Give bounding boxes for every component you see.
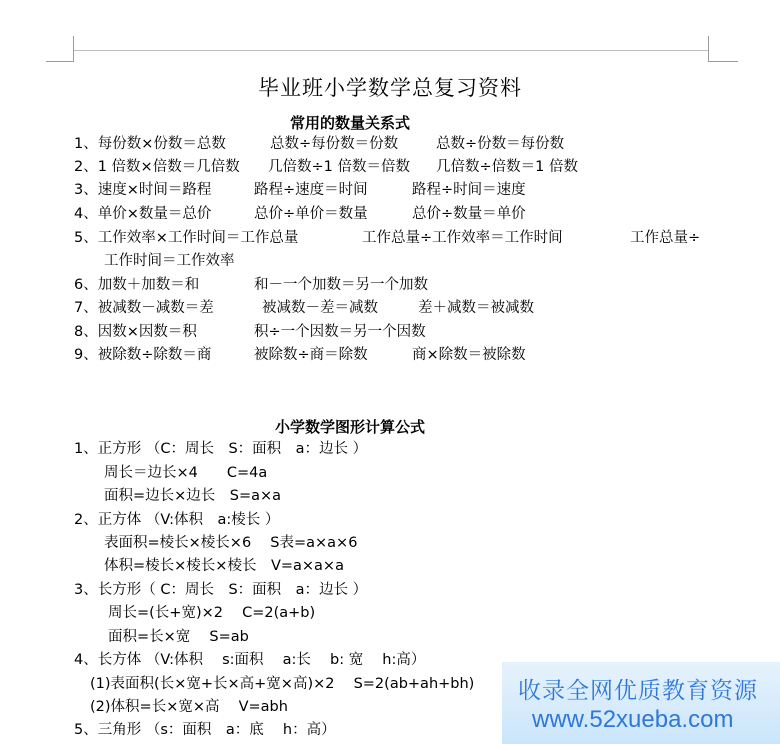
relation-text: 路程÷时间＝速度 [412,182,526,198]
crop-mark-top-right-v [708,36,709,62]
formulas-heading: 小学数学图形计算公式 [274,418,425,436]
relation-text: 7、被减数－减数＝差 [74,300,214,316]
relation-text: 4、单价×数量＝总价 [74,206,212,222]
formula-line: 周长=(长+宽)×2 C=2(a+b) [108,605,316,621]
relation-text: 商×除数＝被除数 [412,347,526,363]
relation-text: 6、加数＋加数＝和 [74,277,200,293]
relation-text: 8、因数×因数＝积 [74,324,197,340]
formula-line: 4、长方体 （V:体积 s:面积 a:长 b: 宽 h:高） [74,652,426,668]
relation-text: 几倍数÷倍数＝1 倍数 [436,159,578,175]
formula-line: 表面积=棱长×棱长×6 S表=a×a×6 [104,535,358,551]
formula-line: (1)表面积(长×宽+长×高+宽×高)×2 S=2(ab+ah+bh) [90,676,475,692]
formula-line: (2)体积=长×宽×高 V=abh [90,699,288,715]
relation-text: 工作时间＝工作效率 [104,253,235,269]
relation-text: 几倍数÷1 倍数＝倍数 [268,159,410,175]
document-title: 毕业班小学数学总复习资料 [258,76,522,100]
relations-heading: 常用的数量关系式 [289,114,410,132]
relation-text: 被减数－差＝减数 [262,300,378,316]
formula-line: 面积=边长×边长 S=a×a [104,488,282,504]
relation-text: 路程÷速度＝时间 [254,182,368,198]
formula-line: 3、长方形（ C：周长 S：面积 a：边长 ） [74,582,368,598]
relation-text: 工作总量÷ [630,230,701,246]
formula-line: 面积=长×宽 S=ab [108,629,249,645]
crop-mark-top-left-h [46,61,74,62]
formula-line: 2、正方体 （V:体积 a:棱长 ） [74,512,280,528]
relation-text: 差＋减数＝被减数 [418,300,534,316]
relation-text: 5、工作效率×工作时间＝工作总量 [74,230,299,246]
relation-text: 1、每份数×份数＝总数 [74,136,226,152]
relation-text: 总数÷份数＝每份数 [436,136,565,152]
relation-text: 积÷一个因数＝另一个因数 [254,324,426,340]
relation-text: 和－一个加数＝另一个加数 [254,277,428,293]
formula-line: 5、三角形 （s：面积 a：底 h：高） [74,722,336,738]
relation-text: 3、速度×时间＝路程 [74,182,212,198]
formula-line: 体积=棱长×棱长×棱长 V=a×a×a [104,558,344,574]
relation-text: 总价÷数量＝单价 [412,206,526,222]
relation-text: 2、1 倍数×倍数＝几倍数 [74,159,240,175]
watermark-text: 收录全网优质教育资源 [518,678,758,704]
header-line [74,50,708,51]
relation-text: 9、被除数÷除数＝商 [74,347,212,363]
formula-line: 周长＝边长×4 C=4a [104,465,268,481]
crop-mark-top-left-v [73,36,74,62]
watermark-url: www.52xueba.com [532,706,734,733]
relation-text: 被除数÷商＝除数 [254,347,368,363]
relation-text: 工作总量÷工作效率＝工作时间 [362,230,563,246]
formula-line: 1、正方形 （C：周长 S：面积 a：边长 ） [74,441,368,457]
relation-text: 总价÷单价＝数量 [254,206,368,222]
relation-text: 总数÷每份数＝份数 [270,136,399,152]
crop-mark-top-right-h [708,61,738,62]
